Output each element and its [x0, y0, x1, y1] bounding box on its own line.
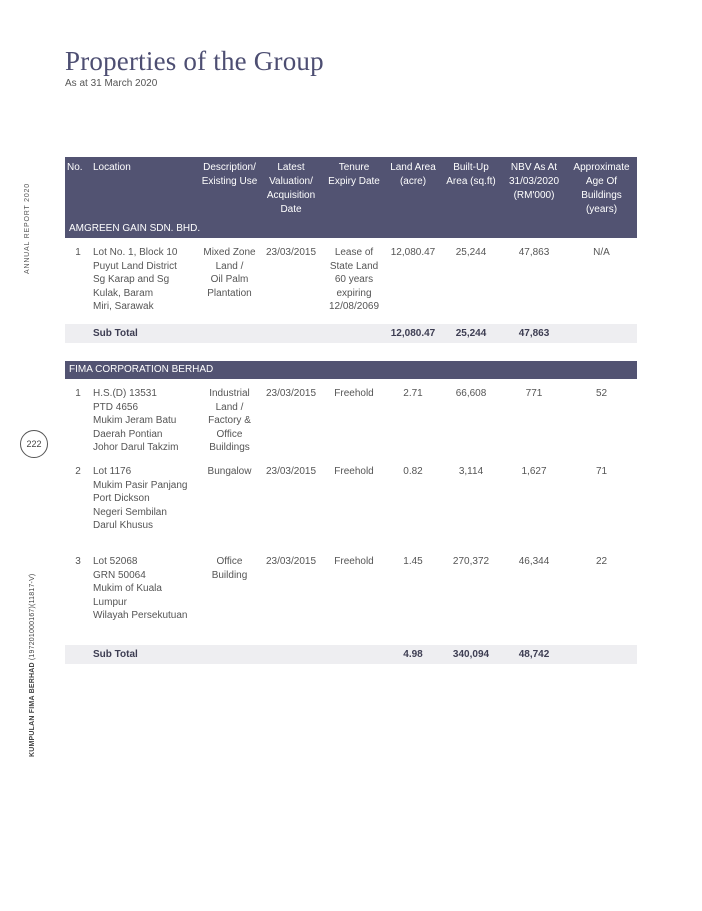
- group-spacer-cell: [65, 343, 637, 361]
- table-header-row: [65, 157, 637, 220]
- subtotal-land-area: 12,080.47: [386, 324, 440, 343]
- subtotal-nbv: 48,742: [502, 645, 566, 664]
- company-header-row: [65, 361, 637, 379]
- row-tenure: [322, 238, 386, 324]
- row-date: 23/03/2015: [265, 465, 317, 477]
- cell-line: Port Dickson: [93, 493, 150, 505]
- cell-line: Plantation: [207, 287, 252, 299]
- row-age: N/A: [593, 247, 610, 258]
- subtotal-spacer: [566, 324, 637, 343]
- side-label-annual-report: ANNUAL REPORT 2020: [24, 183, 31, 274]
- row-date: 23/03/2015: [265, 555, 317, 567]
- header-location: Location: [91, 157, 199, 220]
- cell-line: Wilayah Persekutuan: [93, 610, 188, 622]
- row-description: [199, 238, 260, 324]
- header-valuation: Latest Valuation/ Acquisition Date: [260, 157, 322, 220]
- cell-line: Lot 52068: [93, 555, 138, 567]
- row-land-area: 12,080.47: [390, 247, 436, 258]
- cell-line: Kulak, Baram: [93, 287, 154, 299]
- header-nbv: NBV As At 31/03/2020 (RM'000): [502, 157, 566, 220]
- page-number: 222: [20, 430, 48, 458]
- cell-line: Lot No. 1, Block 10: [93, 247, 178, 258]
- header-tenure: Tenure Expiry Date: [322, 157, 386, 220]
- cell-line: Lease of: [334, 247, 374, 258]
- cell-line: Building: [211, 569, 248, 581]
- cell-line: PTD 4656: [93, 401, 139, 413]
- cell-line: Mukim Jeram Batu: [93, 415, 177, 427]
- cell-line: Bungalow: [207, 465, 252, 477]
- row-number: 1: [75, 387, 81, 399]
- row-built-up: 3,114: [458, 465, 484, 477]
- row-location: [91, 379, 199, 465]
- cell-line: Freehold: [334, 555, 374, 567]
- row-number: 1: [75, 247, 81, 258]
- cell-line: Office: [216, 428, 243, 440]
- cell-line: Buildings: [209, 442, 250, 454]
- subtotal-spacer: [65, 645, 91, 664]
- cell-line: Sg Karap and Sg: [93, 274, 170, 286]
- row-age: 52: [595, 387, 608, 399]
- cell-line: expiring: [336, 287, 372, 299]
- table-body: [65, 220, 637, 664]
- row-land-area: 1.45: [403, 555, 423, 567]
- cell-line: Lumpur: [93, 596, 127, 608]
- cell-line: Office: [216, 555, 243, 567]
- row-date: 23/03/2015: [265, 387, 317, 399]
- row-nbv: 771: [525, 387, 543, 399]
- group-spacer: [65, 343, 637, 361]
- cell-line: State Land: [329, 260, 379, 272]
- cell-line: Land /: [215, 260, 244, 272]
- company-name: FIMA CORPORATION BERHAD: [65, 361, 637, 379]
- cell-line: Mukim Pasir Panjang: [93, 479, 188, 491]
- row-description: [199, 555, 260, 645]
- subtotal-spacer: [566, 645, 637, 664]
- table-row: [65, 238, 637, 324]
- row-age: 22: [595, 555, 608, 567]
- subtotal-row: [65, 324, 637, 343]
- cell-line: Land /: [215, 401, 244, 413]
- subtotal-nbv: 47,863: [502, 324, 566, 343]
- row-nbv: 46,344: [518, 555, 550, 567]
- cell-line: Industrial: [209, 387, 250, 399]
- side-company-reg: (197201000167)(11817-V): [29, 573, 36, 663]
- subtotal-row: [65, 645, 637, 664]
- side-company-name: KUMPULAN FIMA BERHAD: [29, 662, 36, 757]
- cell-line: Negeri Sembilan: [93, 506, 167, 518]
- subtotal-built-up: 25,244: [440, 324, 502, 343]
- row-tenure: [322, 379, 386, 465]
- row-date: 23/03/2015: [265, 247, 317, 258]
- cell-line: Freehold: [334, 387, 374, 399]
- cell-line: Darul Khusus: [93, 520, 154, 532]
- header-land-area: Land Area (acre): [386, 157, 440, 220]
- table-row: [65, 465, 637, 555]
- row-location: [91, 555, 199, 645]
- row-description: [199, 465, 260, 555]
- company-name: AMGREEN GAIN SDN. BHD.: [65, 220, 637, 238]
- row-land-area: 0.82: [403, 465, 423, 477]
- cell-line: Miri, Sarawak: [93, 301, 154, 313]
- row-tenure: [322, 555, 386, 645]
- subtotal-label: Sub Total: [91, 645, 386, 664]
- header-built-up: Built-Up Area (sq.ft): [440, 157, 502, 220]
- row-number: 3: [75, 555, 81, 567]
- cell-line: Johor Darul Takzim: [93, 442, 179, 454]
- row-built-up: 25,244: [455, 247, 487, 258]
- header-description: Description/ Existing Use: [199, 157, 260, 220]
- row-built-up: 270,372: [452, 555, 490, 567]
- row-location: [91, 238, 199, 324]
- row-built-up: 66,608: [455, 387, 487, 399]
- cell-line: Mixed Zone: [203, 247, 256, 258]
- subtotal-land-area: 4.98: [386, 645, 440, 664]
- company-header-row: [65, 220, 637, 238]
- row-nbv: 1,627: [521, 465, 547, 477]
- page-subtitle: As at 31 March 2020: [65, 78, 158, 89]
- properties-table: [65, 157, 637, 664]
- subtotal-spacer: [65, 324, 91, 343]
- row-tenure: [322, 465, 386, 555]
- table-row: [65, 555, 637, 645]
- subtotal-built-up: 340,094: [440, 645, 502, 664]
- header-no: No.: [65, 157, 91, 220]
- cell-line: Freehold: [334, 465, 374, 477]
- row-age: 71: [595, 465, 608, 477]
- row-nbv: 47,863: [518, 247, 550, 258]
- cell-line: 60 years: [334, 274, 374, 286]
- cell-line: Puyut Land District: [93, 260, 177, 272]
- row-land-area: 2.71: [403, 387, 423, 399]
- header-age: Approximate Age Of Buildings (years): [566, 157, 637, 220]
- row-description: [199, 379, 260, 465]
- subtotal-label: Sub Total: [91, 324, 386, 343]
- page-title: Properties of the Group: [65, 46, 324, 76]
- row-number: 2: [75, 465, 81, 477]
- cell-line: 12/08/2069: [328, 301, 380, 313]
- cell-line: Daerah Pontian: [93, 428, 163, 440]
- side-label-company: [29, 574, 36, 757]
- cell-line: Lot 1176: [93, 465, 132, 477]
- cell-line: Oil Palm: [210, 274, 249, 286]
- table-row: [65, 379, 637, 465]
- cell-line: H.S.(D) 13531: [93, 387, 157, 399]
- row-location: [91, 465, 199, 555]
- cell-line: Mukim of Kuala: [93, 583, 162, 595]
- cell-line: GRN 50064: [93, 569, 146, 581]
- cell-line: Factory &: [208, 415, 251, 427]
